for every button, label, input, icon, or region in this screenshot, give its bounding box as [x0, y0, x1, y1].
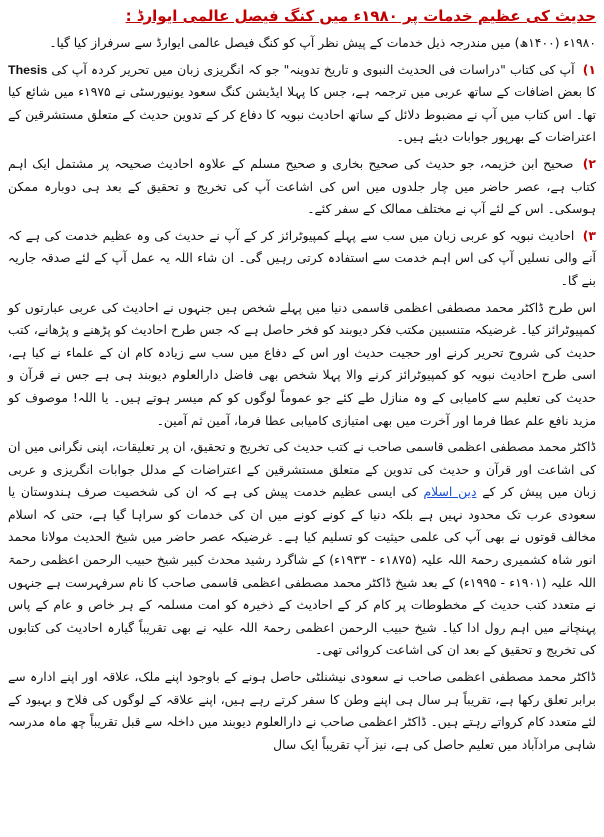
item-number: ۲) — [582, 155, 596, 171]
list-item — [8, 225, 596, 293]
item-text-continued: کا بعض اضافات کے ساتھ عربی میں ترجمہ ہے، جس کا پہلا ایڈیشن کنگ سعود یونیورسٹی نے ۱۹۷۵ء میں شائع کیا تھا۔ اس کتاب میں آپ نے مضبوط دلائل کے ساتھ احادیث نبویہ کا دفاع کر کے تدوین حدیث کے متعلق مستشرقین کے اعتراضات کے بھرپور جوابات دیئے ہیں۔ — [8, 84, 596, 145]
deen-islam-link[interactable]: دین اسلام — [423, 484, 477, 500]
item-text: احادیث نبویہ کو عربی زبان میں سب سے پہلے کمپیوٹرائز کر کے آپ نے حدیث کی وہ عظیم خدمت کی ہے کہ آنے والی نسلیں آپ کی اس اہم خدمت سے استفادہ کرتی رہیں گی۔ ان شاء اللہ یہ عمل آپ کے لئے صدقہ جاریہ بنے گا۔ — [8, 227, 596, 288]
list-item — [8, 153, 596, 221]
thesis-word: Thesis — [8, 62, 48, 77]
body-paragraph: ڈاکٹر محمد مصطفی اعظمی قاسمی صاحب نے کتب حدیث کی تخریج و تحقیق، ان پر تعلیقات، اپنی نگرانی میں ان کی اشاعت اور قرآن و حدیث کی تدوین کے متعلق مستشرقین کے اعتراضات کے مدلل جوابات انگریزی و عربی زبان میں پیش کر کے دین اسلام کی ایسی عظیم خدمت پیش کی ہے کہ ان کی شخصیت صرف ہندوستان یا سعودی عرب تک محدود نہیں ہے بلکہ دنیا کے کونے کونے میں ان کی خدمات کو سراہا گیا ہے، حتی کہ اسلام مخالف قوتوں نے بھی آپ کی علمی حیثیت کو تسلیم کیا ہے۔ غرضیکہ عصر حاضر میں شیخ الحدیث مولانا محمد انور شاہ کشمیری رحمۃ اللہ علیہ (۱۸۷۵ء - ۱۹۳۳ء) کے شاگرد رشید محدث کبیر شیخ حبیب الرحمن اعظمی رحمۃ اللہ علیہ (۱۹۰۱ء - ۱۹۹۵ء) کے بعد شیخ ڈاکٹر محمد مصطفی اعظمی قاسمی صاحب کا نام سرفہرست ہے جنہوں نے متعدد کتب حدیث کے مخطوطات پر کام کر کے احادیث کے ذخیرہ کو امت مسلمہ کے ہر خاص و عام کے پاس پہنچانے میں اہم رول ادا کیا۔ شیخ حبیب الرحمن اعظمی رحمۃ اللہ علیہ نے بھی تقریباً گیارہ احادیث کی کتابوں کی تخریج و تحقیق کے بعد ان کی اشاعت کروائی تھی۔ — [8, 439, 597, 658]
item-number: ۱) — [582, 61, 596, 77]
item-number: ۳) — [582, 227, 596, 243]
section-heading: حدیث کی عظیم خدمات پر ۱۹۸۰ء میں کنگ فیصل عالمی ایوارڈ : — [125, 7, 596, 25]
list-item — [8, 59, 596, 149]
item-text: آپ کی کتاب "دراسات فی الحدیث النبوی و تاریخ تدوینہ" جو کہ انگریزی زبان میں تحریر کردہ آپ کی — [51, 61, 575, 77]
body-paragraph: ڈاکٹر محمد مصطفی اعظمی صاحب نے سعودی نیشنلٹی حاصل ہونے کے باوجود اپنے ملک، علاقہ اور اپنے ادارہ سے برابر تعلق رکھا ہے، تقریباً ہر سال ہی اپنے وطن کا سفر کرتے رہے ہیں، اپنے علاقہ کے لوگوں کی فلاح و بہبود کے لئے متعدد کام کرواتے رہتے ہیں۔ ڈاکٹر اعظمی صاحب نے دارالعلوم دیوبند میں داخلہ سے قبل تقریباً چھ ماہ مدرسہ شاہی مرادآباد میں تعلیم حاصل کی ہے، نیز آپ تقریباً ایک سال — [8, 669, 596, 752]
body-paragraph: اس طرح ڈاکٹر محمد مصطفی اعظمی قاسمی دنیا میں پہلے شخص ہیں جنہوں نے احادیث کی عربی عبارتوں کو کمپیوٹرائز کیا۔ غرضیکہ متنسبین مکتب فکر دیوبند کو فخر حاصل ہے کہ جس طرح احادیث کو پڑھنے و پڑھانے، کتب حدیث کی شروح تحریر کرنے اور حجیت حدیث اور اس کے دفاع میں سب سے زیادہ کام ان کے علماء نے کیا ہے، اسی طرح احادیث نبویہ کو کمپیوٹرائز کرنے والا پہلا شخص بھی فاضل دارالعلوم دیوبند ہی ہے جس نے قرآن و حدیث کی تعلیم سے کامیابی کے وہ منازل طے کئے جو عموماً لوگوں کو کم میسر ہوتے ہیں۔ یا اللہ! موصوف کو مزید نافع علم عطا فرما اور آخرت میں بھی امتیازی کامیابی عطا فرما، آمین ثم آمین۔ — [8, 299, 596, 428]
item-text: صحیح ابن خزیمہ، جو حدیث کی صحیح بخاری و صحیح مسلم کے علاوہ احادیث صحیحہ پر مشتمل ایک اہم کتاب ہے، عصر حاضر میں چار جلدوں میں اس کی اشاعت آپ کی تخریج و تحقیق کے بعد ہی دوبارہ ممکن ہوسکی۔ اس کے لئے آپ نے مختلف ممالک کے سفر کئے۔ — [8, 155, 596, 217]
intro-paragraph: ۱۹۸۰ء (۱۴۰۰ھ) میں مندرجہ ذیل خدمات کے پیش نظر آپ کو کنگ فیصل عالمی ایوارڈ سے سرفراز کیا گیا۔ — [49, 35, 596, 50]
